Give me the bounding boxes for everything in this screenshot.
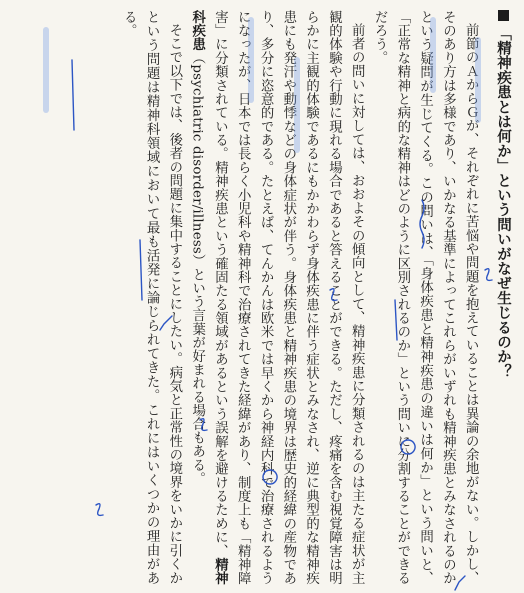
paragraph-2-text-b: （psychiatric disorder/illness）という言葉が好まれる場合もある。: [189, 50, 205, 486]
heading-square-marker: [498, 10, 509, 21]
pen-note-4: [96, 504, 103, 516]
paragraph-3: [116, 10, 184, 585]
pen-underline-4: [72, 60, 74, 130]
vertical-text-column: [116, 10, 514, 585]
paragraph-2-text-a: 前者の問いに対しては、おおよその傾向として、精神疾患に分類されるのは主たる症状が主観的体験や行動に現れる場合であると答えることができる。ただし、疼痛を含む視覚障害は明らかに主観的体験であるにもかかわらず身体疾患に伴う症状とみなされ、逆に典型的な精神疾患にも発汗や動悸などの身体症状が伴う。身体疾患と精神疾患の境界は歴史的経緯の産物であり、多分に恣意的である。たとえば、てんかんは欧米では早くから神経内科で治療されるようになったが、日本では長らく小児科や精神科で治療されてきた経緯があり、制度上も「精神障害」に分類されている。精神疾患という確固たる領域があるという誤解を避けるために、: [212, 10, 365, 585]
paragraph-2: [185, 10, 367, 585]
heading-text: 「精神疾患とは何か」という問いがなぜ生じるのか？: [495, 26, 511, 379]
paragraph-1: [367, 10, 481, 585]
section-heading: [491, 10, 514, 585]
bold-term-psychiatric-disorder: 精神科疾患: [189, 10, 228, 586]
paragraph-3-text: そこで以下では、後者の問題に集中することにしたい。病気と正常性の境界をいかに引くかという問題は精神科領域において最も活発に論じられてきた。これにはいくつかの理由がある。: [121, 10, 182, 585]
paragraph-1-text: 前節のＡからＧが、それぞれに苦悩や問題を抱えていることは異論の余地がない。しかし、そのあり方は多様であり、いかなる基準によってこれらがいずれも精神疾患とみなされるのかという疑問が生じてくる。この問いは、「身体疾患と精神疾患の違いは何か」という問いと、「正常な精神と病的な精神はどのように区別されるのか」という問いに分割することができるだろう。: [372, 10, 479, 585]
